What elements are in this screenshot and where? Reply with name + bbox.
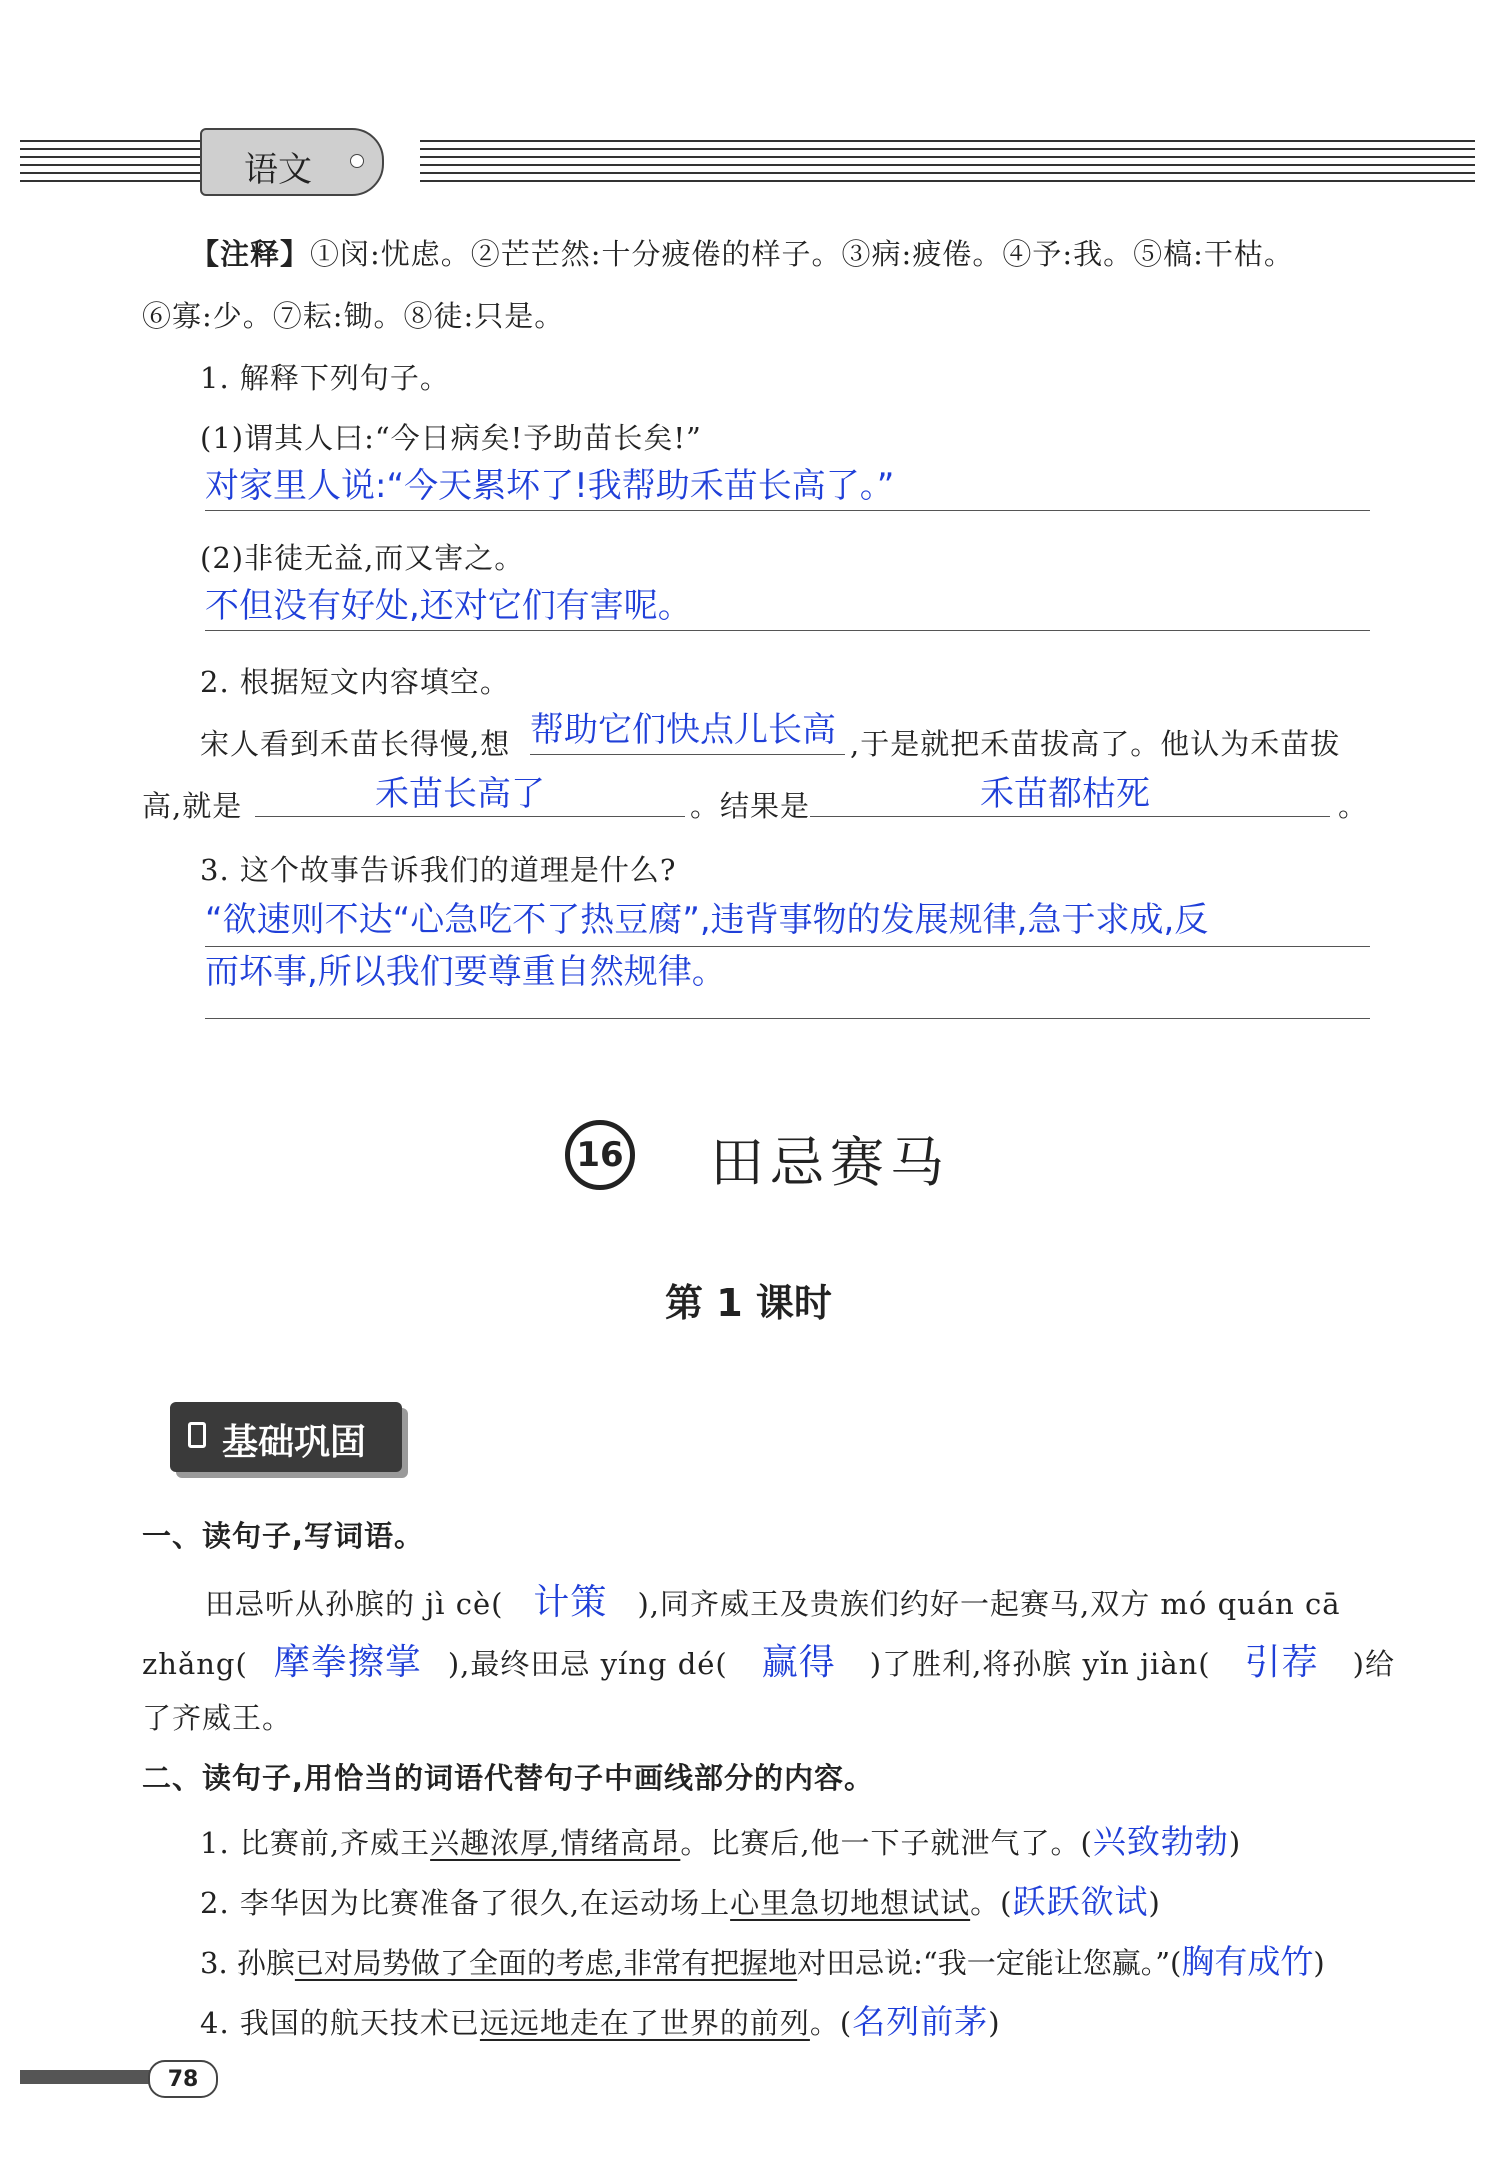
tab-hole-icon	[350, 154, 364, 168]
item-text: 。比赛后,他一下子就泄气了。(	[680, 1826, 1093, 1860]
page-number: 78	[167, 2066, 199, 2092]
q3-answer-line-1: “欲速则不达“心急吃不了热豆腐”,违背事物的发展规律,急于求成,反	[205, 900, 1209, 940]
lesson-title: 田忌赛马	[710, 1131, 950, 1194]
answer-mo-quan-ca-zhang: 摩拳擦掌	[273, 1642, 422, 1683]
page-number-tab	[148, 2060, 218, 2098]
underlined-phrase: 已对局势做了全面的考虑,非常有把握地	[294, 1946, 798, 1980]
q1-sentence-2: (2)非徒无益,而又害之。	[200, 541, 525, 575]
item-text: 对田忌说:“我一定能让您赢。”(	[797, 1946, 1182, 1980]
lesson-period: 第 1 课时	[665, 1281, 832, 1325]
q1-answer-1: 对家里人说:“今天累坏了!我帮助禾苗长高了。”	[205, 466, 895, 506]
q3-answer-line-2: 而坏事,所以我们要尊重自然规律。	[205, 952, 726, 992]
item-text: )	[1228, 1826, 1242, 1860]
answer-line	[205, 630, 1370, 631]
underlined-phrase: 兴趣浓厚,情绪高昂	[430, 1826, 681, 1860]
part2-item-3	[200, 1936, 1325, 1983]
part1-text: )给	[1352, 1647, 1395, 1681]
part1-text: ),同齐威王及贵族们约好一起赛马,双方 mó quán cā	[637, 1587, 1341, 1621]
item-answer: 胸有成竹	[1181, 1942, 1314, 1981]
part2-item-4	[200, 1996, 1001, 2043]
section-tag-label: 基础巩固	[222, 1422, 367, 1463]
item-answer: 名列前茅	[852, 2002, 989, 2041]
answer-ji-ce: 计策	[533, 1582, 608, 1623]
answer-ying-de: 赢得	[761, 1642, 836, 1683]
part2-item-2	[200, 1876, 1161, 1923]
lesson-number-badge	[565, 1120, 635, 1190]
subject-label: 语文	[244, 150, 312, 190]
q2-text-2: ,于是就把禾苗拔高了。他认为禾苗拔	[850, 727, 1341, 761]
blank-line	[255, 816, 685, 817]
part1-title: 一、读句子,写词语。	[142, 1519, 425, 1553]
q1-answer-2: 不但没有好处,还对它们有害呢。	[205, 586, 692, 626]
part2-item-1	[200, 1816, 1241, 1863]
item-text: 4. 我国的航天技术已	[200, 2006, 480, 2040]
q2-text-3: 高,就是	[142, 789, 243, 823]
q2-text-1: 宋人看到禾苗长得慢,想	[200, 727, 511, 761]
q1-title: 1. 解释下列句子。	[200, 361, 450, 395]
item-text: 2. 李华因为比赛准备了很久,在运动场上	[200, 1886, 731, 1920]
part1-text: zhǎng(	[142, 1647, 248, 1681]
blank-line	[530, 754, 845, 755]
item-text: 3. 孙膑	[200, 1946, 295, 1980]
answer-line	[205, 510, 1370, 511]
q3-title: 3. 这个故事告诉我们的道理是什么?	[200, 853, 677, 887]
q2-blank-1: 帮助它们快点儿长高	[530, 710, 836, 750]
q2-blank-3: 禾苗都枯死	[980, 774, 1150, 814]
item-text: )	[988, 2006, 1001, 2040]
part2-title: 二、读句子,用恰当的词语代替句子中画线部分的内容。	[142, 1761, 875, 1795]
item-answer: 跃跃欲试	[1012, 1882, 1149, 1921]
notes-line-1	[190, 232, 1294, 273]
item-text: )	[1148, 1886, 1161, 1920]
underlined-phrase: 远远地走在了世界的前列	[479, 2006, 810, 2040]
q2-text-5: 。	[1338, 789, 1369, 823]
notes-label: 【注释】	[190, 237, 311, 271]
item-text: 。(	[809, 2006, 853, 2040]
answer-yin-jian: 引荐	[1244, 1642, 1319, 1683]
part1-line-3: 了齐威王。	[142, 1701, 293, 1735]
blank-line	[810, 816, 1330, 817]
underlined-phrase: 心里急切地想试试	[730, 1886, 971, 1920]
part1-text: ),最终田忌 yíng dé(	[447, 1647, 728, 1681]
section-tag	[170, 1402, 402, 1472]
part1-text: 田忌听从孙膑的 jì cè(	[205, 1587, 504, 1621]
item-answer: 兴致勃勃	[1092, 1822, 1229, 1861]
part1-line-2	[142, 1634, 1395, 1685]
q2-blank-2: 禾苗长高了	[375, 774, 545, 814]
subject-tab	[200, 128, 384, 196]
q2-title: 2. 根据短文内容填空。	[200, 665, 510, 699]
document-icon	[188, 1422, 206, 1448]
q1-sentence-1: (1)谓其人曰:“今日病矣!予助苗长矣!”	[200, 421, 702, 455]
item-text: 1. 比赛前,齐威王	[200, 1826, 431, 1860]
q2-text-4: 。结果是	[690, 789, 811, 823]
answer-line	[205, 1018, 1370, 1019]
part1-text: )了胜利,将孙膑 yǐn jiàn(	[869, 1647, 1211, 1681]
notes-line-2: ⑥寡:少。⑦耘:锄。⑧徒:只是。	[142, 299, 565, 333]
part1-line-1	[205, 1574, 1341, 1625]
lesson-number: 16	[576, 1135, 624, 1175]
item-text: 。(	[970, 1886, 1013, 1920]
footer-bar	[20, 2070, 155, 2084]
item-text: )	[1313, 1946, 1325, 1980]
notes-text-1: ①闵:忧虑。②芒芒然:十分疲倦的样子。③病:疲倦。④予:我。⑤槁:干枯。	[310, 237, 1294, 271]
